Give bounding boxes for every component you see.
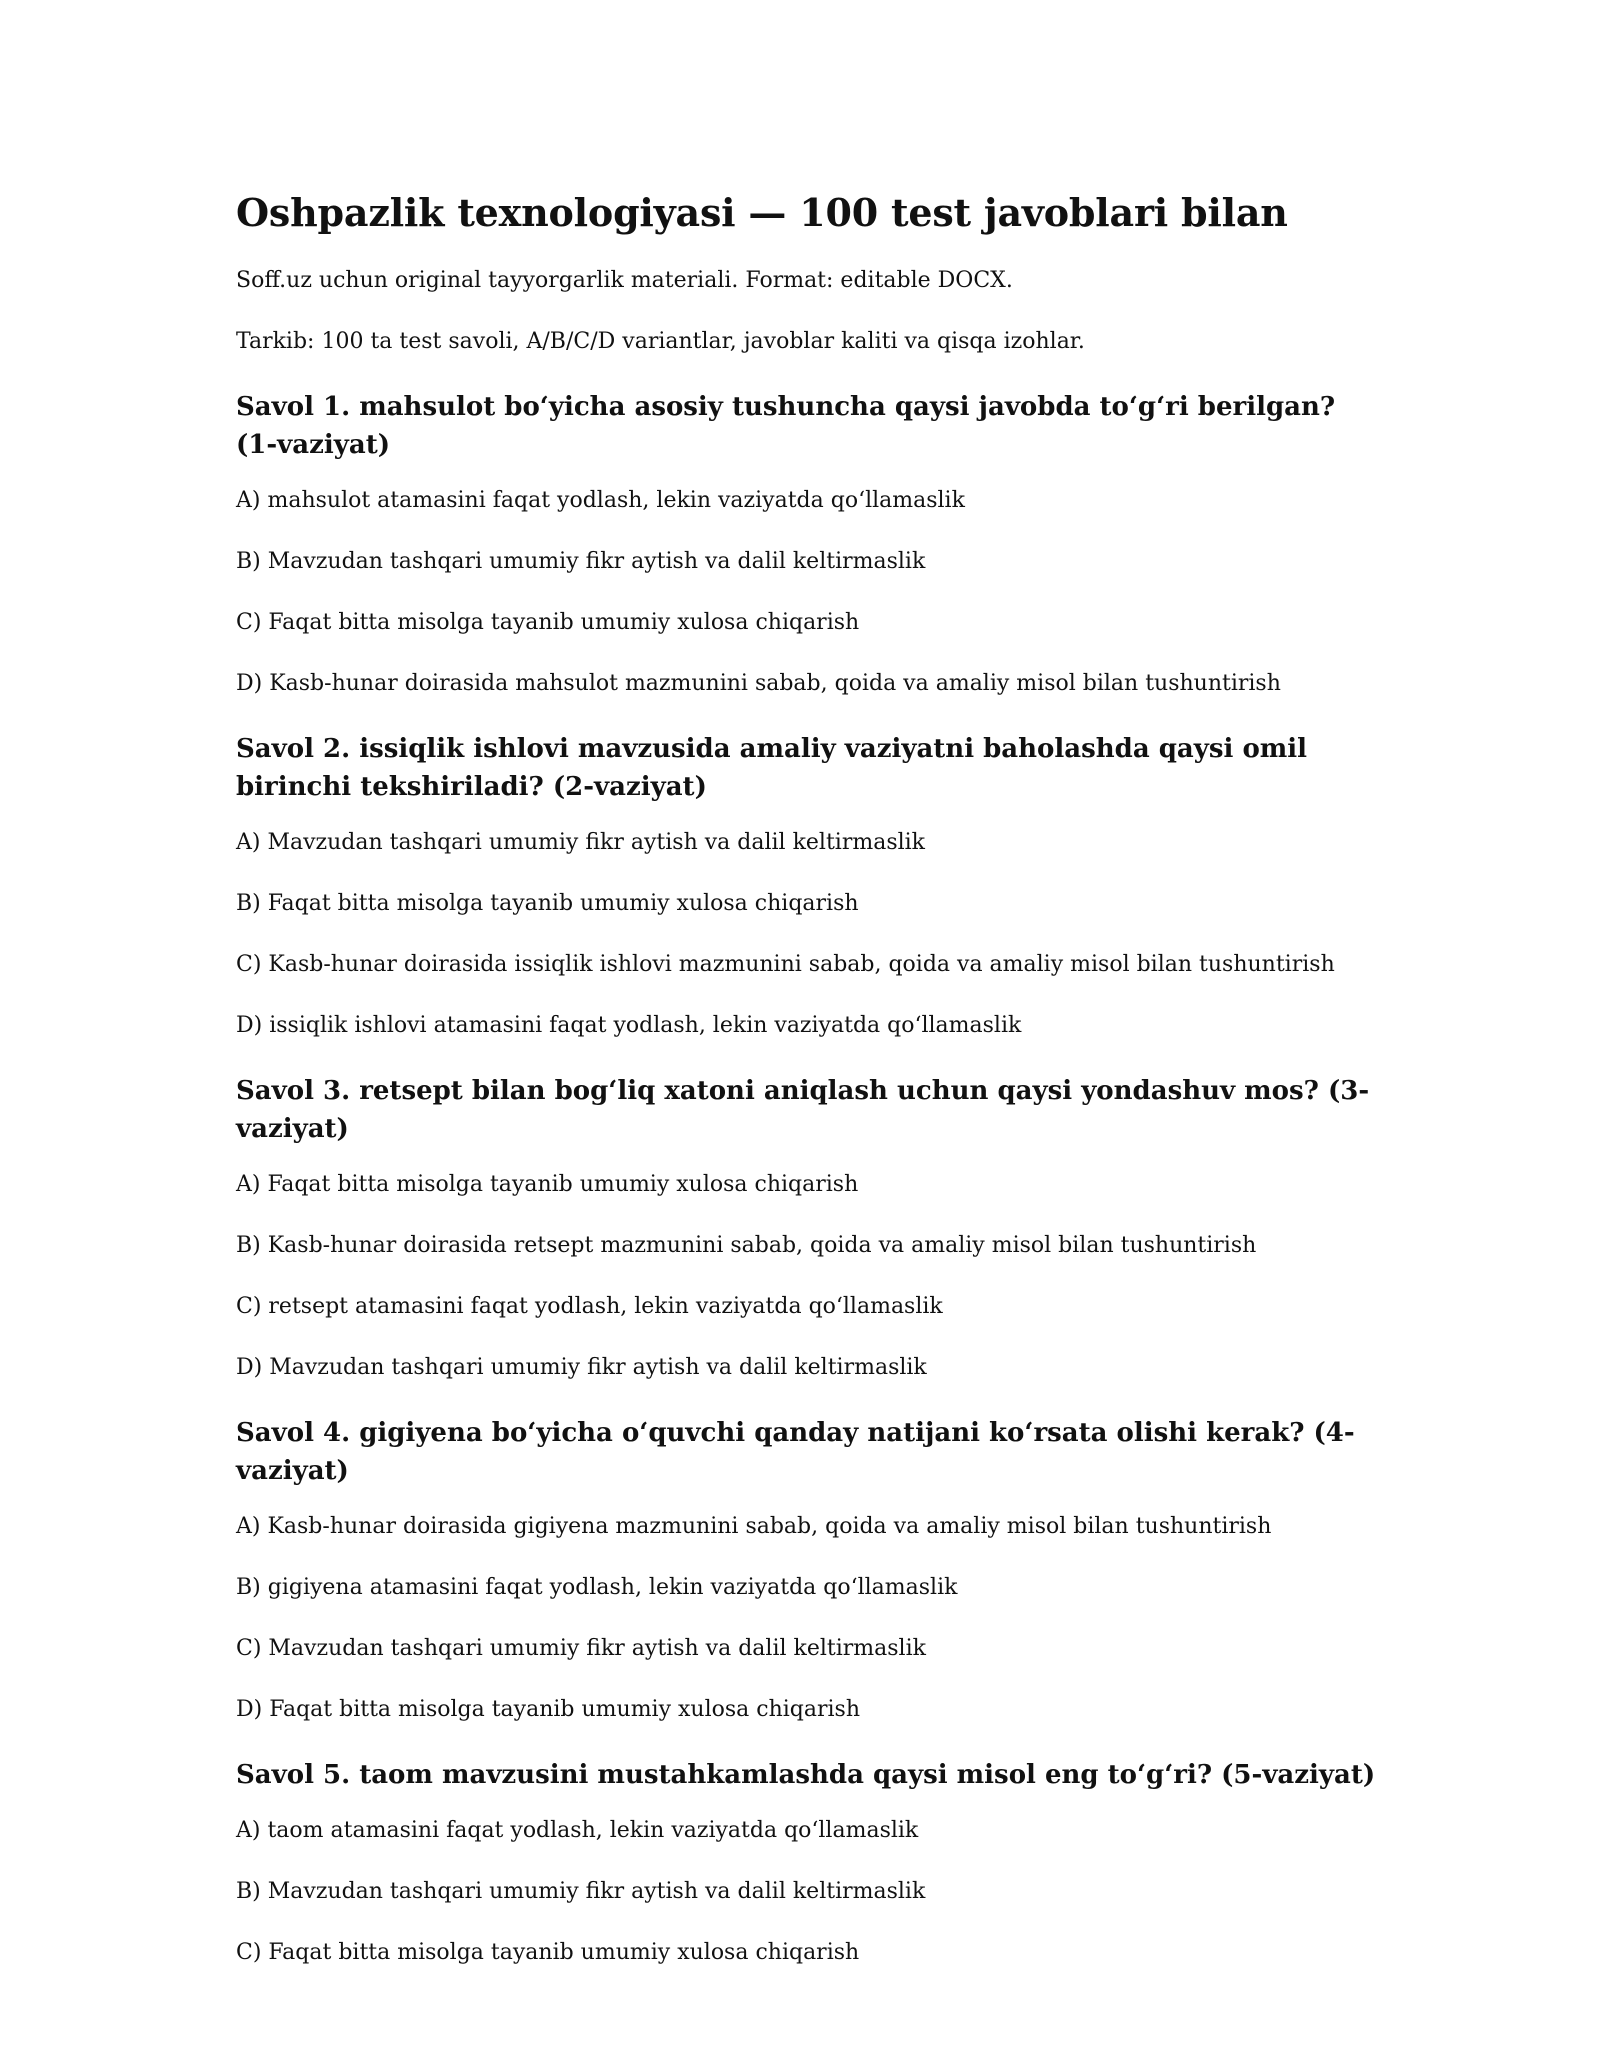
answer-option: C) Faqat bitta misolga tayanib umumiy xulosa chiqarish <box>236 1940 860 1965</box>
question-block <box>236 1414 1376 1725</box>
answer-option: A) Faqat bitta misolga tayanib umumiy xulosa chiqarish <box>236 1172 859 1197</box>
answer-option: B) Faqat bitta misolga tayanib umumiy xulosa chiqarish <box>236 891 859 916</box>
answer-option: A) Kasb-hunar doirasida gigiyena mazmunini sabab, qoida va amaliy misol bilan tushuntirish <box>236 1514 1272 1539</box>
question-block <box>236 1072 1376 1383</box>
answer-option: A) Mavzudan tashqari umumiy fikr aytish va dalil keltirmaslik <box>236 830 926 855</box>
answer-option: A) taom atamasini faqat yodlash, lekin vaziyatda qo‘llamaslik <box>236 1818 919 1843</box>
answer-option: B) Mavzudan tashqari umumiy fikr aytish va dalil keltirmaslik <box>236 549 926 574</box>
answer-option: C) retsept atamasini faqat yodlash, lekin vaziyatda qo‘llamaslik <box>236 1294 943 1319</box>
intro-paragraph: Tarkib: 100 ta test savoli, A/B/C/D variantlar, javoblar kaliti va qisqa izohlar. <box>236 329 1085 354</box>
question-block <box>236 1756 1376 1968</box>
answer-option: D) Faqat bitta misolga tayanib umumiy xulosa chiqarish <box>236 1697 861 1722</box>
answer-option: C) Kasb-hunar doirasida issiqlik ishlovi mazmunini sabab, qoida va amaliy misol bilan tushuntirish <box>236 952 1335 977</box>
question-block <box>236 730 1376 1041</box>
answer-option: C) Mavzudan tashqari umumiy fikr aytish va dalil keltirmaslik <box>236 1636 926 1661</box>
question-heading: Savol 2. issiqlik ishlovi mavzusida amaliy vaziyatni baholashda qaysi omil birinchi tekshiriladi? (2-vaziyat) <box>236 734 1308 802</box>
answer-option: A) mahsulot atamasini faqat yodlash, lekin vaziyatda qo‘llamaslik <box>236 488 965 513</box>
question-heading: Savol 5. taom mavzusini mustahkamlashda qaysi misol eng to‘g‘ri? (5-vaziyat) <box>236 1760 1376 1790</box>
answer-option: B) gigiyena atamasini faqat yodlash, lekin vaziyatda qo‘llamaslik <box>236 1575 958 1600</box>
answer-option: C) Faqat bitta misolga tayanib umumiy xulosa chiqarish <box>236 610 860 635</box>
question-block <box>236 388 1376 699</box>
answer-option: D) Kasb-hunar doirasida mahsulot mazmunini sabab, qoida va amaliy misol bilan tushuntirish <box>236 671 1281 696</box>
document-title: Oshpazlik texnologiyasi — 100 test javoblari bilan <box>236 190 1288 235</box>
answer-option: B) Kasb-hunar doirasida retsept mazmunini sabab, qoida va amaliy misol bilan tushuntirish <box>236 1233 1257 1258</box>
answer-option: D) issiqlik ishlovi atamasini faqat yodlash, lekin vaziyatda qo‘llamaslik <box>236 1013 1022 1038</box>
answer-option: D) Mavzudan tashqari umumiy fikr aytish va dalil keltirmaslik <box>236 1355 927 1380</box>
intro-paragraph: Soff.uz uchun original tayyorgarlik materiali. Format: editable DOCX. <box>236 268 1013 293</box>
question-heading: Savol 4. gigiyena bo‘yicha o‘quvchi qanday natijani ko‘rsata olishi kerak? (4-vaziyat) <box>236 1418 1355 1486</box>
question-heading: Savol 1. mahsulot bo‘yicha asosiy tushuncha qaysi javobda to‘g‘ri berilgan? (1-vaziyat) <box>236 392 1336 460</box>
question-heading: Savol 3. retsept bilan bog‘liq xatoni aniqlash uchun qaysi yondashuv mos? (3-vaziyat) <box>236 1076 1370 1144</box>
document-page <box>236 190 1376 1999</box>
answer-option: B) Mavzudan tashqari umumiy fikr aytish va dalil keltirmaslik <box>236 1879 926 1904</box>
